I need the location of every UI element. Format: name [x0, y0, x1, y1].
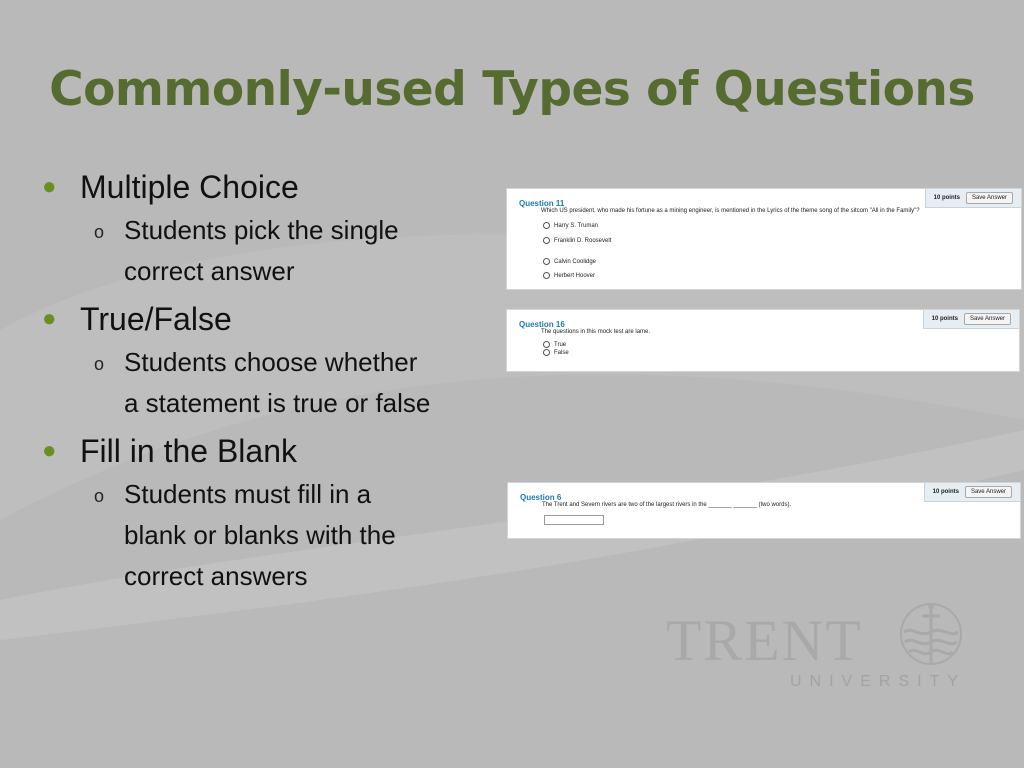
radio-button[interactable]	[543, 237, 550, 244]
option-label: Herbert Hoover	[554, 273, 596, 280]
answer-option[interactable]	[543, 237, 611, 244]
question-6-panel	[507, 482, 1021, 539]
question-text: The questions in this mock test are lame.	[541, 329, 651, 335]
radio-button[interactable]	[543, 222, 550, 229]
question-11-panel	[506, 188, 1022, 290]
answer-option[interactable]	[543, 222, 598, 229]
bullet-dot-icon: ●	[42, 437, 57, 464]
question-title: Question 11	[519, 199, 565, 208]
answer-option[interactable]	[543, 272, 595, 279]
logo-wordmark: TRENT	[666, 608, 863, 673]
sub-bullet-line: Students must fill in a	[124, 479, 372, 509]
radio-button[interactable]	[543, 272, 550, 279]
sub-bullet-circle-icon: o	[94, 354, 105, 374]
sub-bullet-fill-in-blank	[38, 474, 508, 597]
bullet-dot-icon: ●	[42, 305, 57, 332]
radio-button[interactable]	[543, 349, 550, 356]
question-title: Question 16	[519, 320, 565, 329]
sub-bullet-circle-icon: o	[94, 222, 105, 242]
bullet-label: Fill in the Blank	[80, 433, 297, 469]
points-label: 10 points	[931, 316, 958, 322]
question-text: The Trent and Severn rivers are two of the largest rivers in the _______ _______ (two words).	[542, 502, 792, 508]
answer-option[interactable]	[543, 258, 596, 265]
sub-bullet-true-false	[38, 342, 508, 424]
sub-bullet-line: Students choose whether	[124, 347, 418, 377]
sub-bullet-line: a statement is true or false	[124, 388, 431, 418]
option-label: False	[554, 350, 569, 357]
trent-university-logo	[666, 600, 966, 692]
radio-button[interactable]	[543, 341, 550, 348]
save-answer-button[interactable]: Save Answer	[964, 313, 1011, 325]
bullet-dot-icon: ●	[42, 173, 57, 200]
bullet-multiple-choice	[38, 164, 508, 210]
option-label: Franklin D. Roosevelt	[554, 238, 612, 245]
question-title: Question 6	[520, 493, 562, 502]
points-label: 10 points	[933, 195, 960, 201]
radio-button[interactable]	[543, 258, 550, 265]
sub-bullet-multiple-choice	[38, 210, 508, 292]
bullet-label: Multiple Choice	[80, 169, 299, 205]
bullet-fill-in-blank	[38, 428, 508, 474]
crest-icon	[898, 600, 964, 670]
points-box	[923, 310, 1019, 329]
sub-bullet-line: Students pick the single	[124, 215, 399, 245]
save-answer-button[interactable]: Save Answer	[965, 486, 1012, 498]
option-label: True	[554, 342, 567, 349]
sub-bullet-line: blank or blanks with the	[124, 520, 396, 550]
points-box	[925, 189, 1021, 208]
bullet-label: True/False	[80, 301, 232, 337]
fill-blank-input[interactable]	[544, 515, 604, 525]
sub-bullet-circle-icon: o	[94, 486, 105, 506]
logo-subtitle: UNIVERSITY	[790, 673, 967, 690]
option-label: Harry S. Truman	[554, 223, 599, 230]
sub-bullet-line: correct answers	[124, 561, 308, 591]
answer-option[interactable]	[543, 341, 566, 348]
save-answer-button[interactable]: Save Answer	[966, 192, 1013, 204]
option-label: Calvin Coolidge	[554, 259, 597, 266]
bullet-list	[38, 164, 508, 601]
question-16-panel	[506, 309, 1020, 372]
question-text: Which US president, who made his fortune as a mining engineer, is mentioned in the Lyrics of the theme song of the sitcom "All in the Family"?	[541, 208, 920, 214]
answer-option[interactable]	[543, 349, 569, 356]
sub-bullet-line: correct answer	[124, 256, 295, 286]
points-label: 10 points	[932, 489, 959, 495]
bullet-true-false	[38, 296, 508, 342]
points-box	[924, 483, 1020, 502]
slide-title: Commonly-used Types of Questions	[49, 62, 975, 117]
